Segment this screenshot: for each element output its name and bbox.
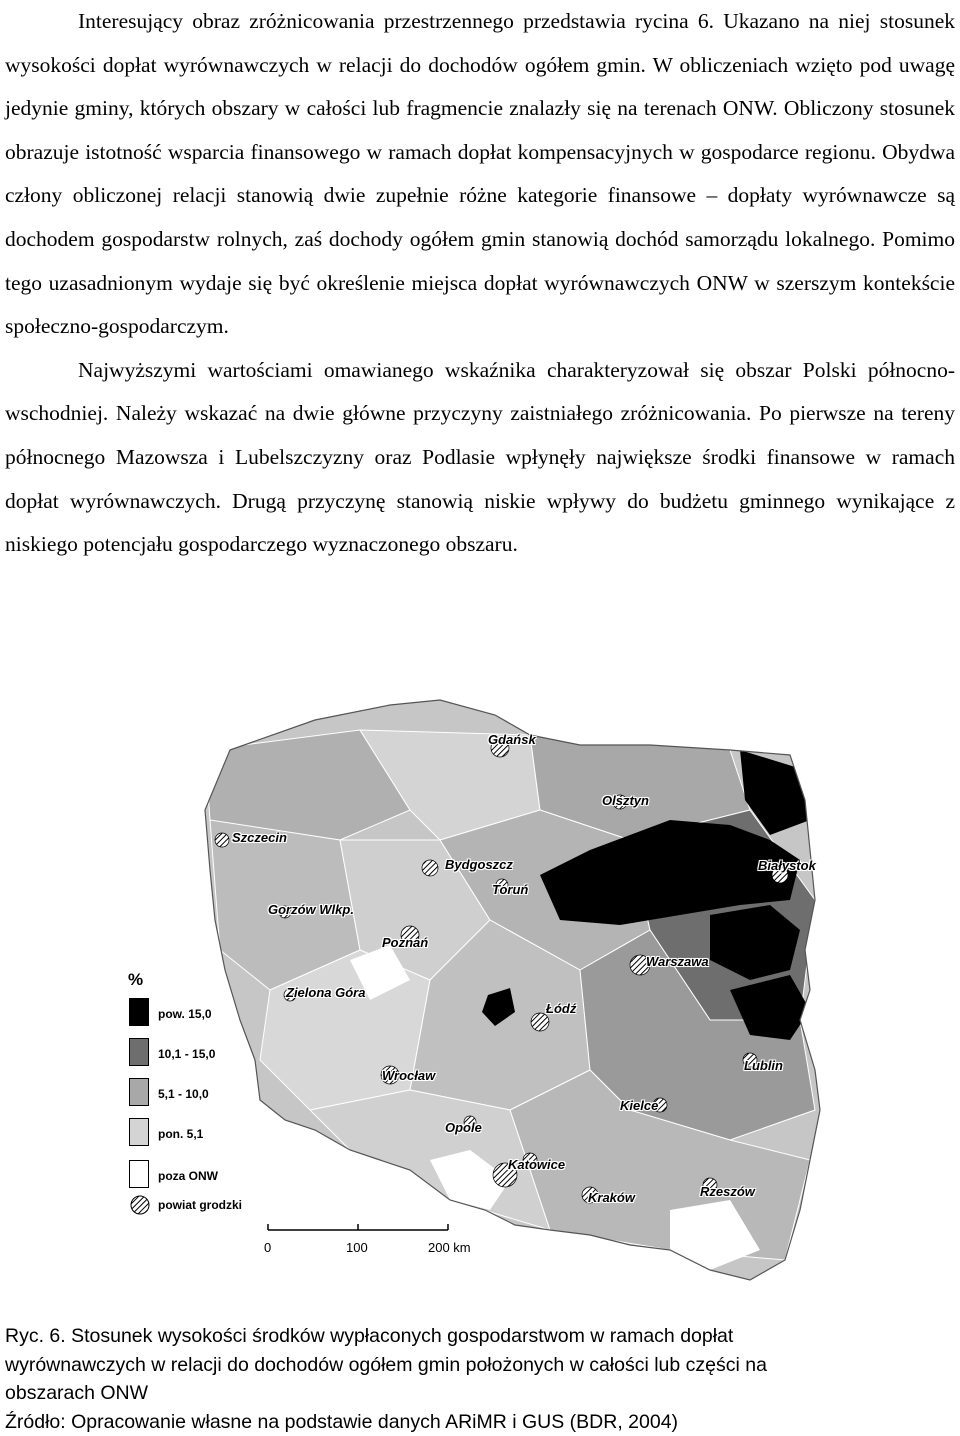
legend-item [125, 1118, 285, 1150]
city-label: Wrocław [382, 1068, 436, 1083]
city-label: Rzeszów [700, 1184, 755, 1199]
legend-item [125, 1194, 285, 1226]
legend-item [125, 998, 285, 1030]
figure-caption [5, 1322, 955, 1436]
legend-item [125, 1038, 285, 1070]
city-label: Łódź [546, 1001, 577, 1016]
city-label: Kraków [588, 1190, 635, 1205]
legend-label: pow. 15,0 [158, 1007, 212, 1021]
city-label: Szczecin [232, 830, 287, 845]
legend-swatch [129, 1038, 149, 1066]
city-label: Gorzów Wlkp. [268, 902, 354, 917]
city-label: Katowice [508, 1157, 566, 1172]
scale-bar-graphic [262, 1210, 502, 1240]
legend-swatch [129, 1118, 149, 1146]
scale-label: 0 [264, 1240, 272, 1255]
city-label: Bydgoszcz [445, 857, 513, 872]
caption-line: wyrównawczych w relacji do dochodów ogółem gmin położonych w całości lub części na [5, 1353, 767, 1376]
legend-swatch [129, 1078, 149, 1106]
legend-item [125, 1160, 285, 1192]
caption-source: Źródło: Opracowanie własne na podstawie danych ARiMR i GUS (BDR, 2004) [5, 1410, 679, 1433]
legend-label: 10,1 - 15,0 [158, 1047, 216, 1061]
city-label: Olsztyn [602, 793, 649, 808]
city-label: Lublin [744, 1058, 783, 1073]
city-label: Gdańsk [488, 732, 536, 747]
caption-line: Ryc. 6. Stosunek wysokości środków wypłaconych gospodarstwom w ramach dopłat [5, 1325, 734, 1347]
scale-label: 200 km [428, 1240, 471, 1255]
caption-line: obszarach ONW [5, 1382, 149, 1404]
legend-label: 5,1 - 10,0 [158, 1087, 209, 1101]
legend-swatch [129, 1160, 149, 1188]
city-label: Poznań [382, 935, 429, 950]
body-text [5, 0, 955, 567]
legend-label: poza ONW [158, 1169, 218, 1183]
scale-label: 100 [346, 1240, 368, 1255]
city-label: Białystok [758, 858, 816, 873]
legend-title: % [128, 970, 144, 989]
legend-label: pon. 5,1 [158, 1127, 204, 1141]
city-label: Kielce [620, 1098, 659, 1113]
city-label: Warszawa [646, 954, 709, 969]
paragraph-1: Interesujący obraz zróżnicowania przestrzennego przedstawia rycina 6. Ukazano na niej stosunek wysokości dopłat wyrównawczych w relacji do dochodów ogółem gmin. W obliczeniach wzięto pod uwagę jedynie gminy, których obszary w całości lub fragmencie znalazły się na terenach ONW. Obliczony stosunek obrazuje istotność wsparcia finansowego w ramach dopłat kompensacyjnych w gospodarce regionu. Obydwa człony obliczonej relacji stanowią dwie zupełnie różne kategorie finansowe – dopłaty wyrównawcze są dochodem gospodarstw rolnych, zaś dochody ogółem gmin stanowią dochód samorządu lokalnego. Pomimo tego uzasadnionym wydaje się być określenie miejsca dopłat wyrównawczych ONW w szerszym kontekście społeczno-gospodarczym. [5, 9, 955, 339]
legend-item [125, 1078, 285, 1110]
city-label: Opole [445, 1120, 482, 1135]
legend-swatch [129, 998, 149, 1026]
legend-label: powiat grodzki [158, 1198, 242, 1212]
scale-bar [262, 1210, 502, 1260]
city-label: Toruń [492, 882, 529, 897]
city-label: Zielona Góra [286, 985, 366, 1000]
hatch-icon [129, 1194, 151, 1216]
paragraph-2: Najwyższymi wartościami omawianego wskaźnika charakteryzował się obszar Polski północno-wschodniej. Należy wskazać na dwie główne przyczyny zaistniałego zróżnicowania. Po pierwsze na tereny północnego Mazowsza i Lubelszczyzny oraz Podlasie wpłynęły największe środki finansowe w ramach dopłat wyrównawczych. Drugą przyczynę stanowią niskie wpływy do budżetu gminnego wynikające z niskiego potencjału gospodarczego wyznaczonego obszaru. [5, 357, 955, 557]
